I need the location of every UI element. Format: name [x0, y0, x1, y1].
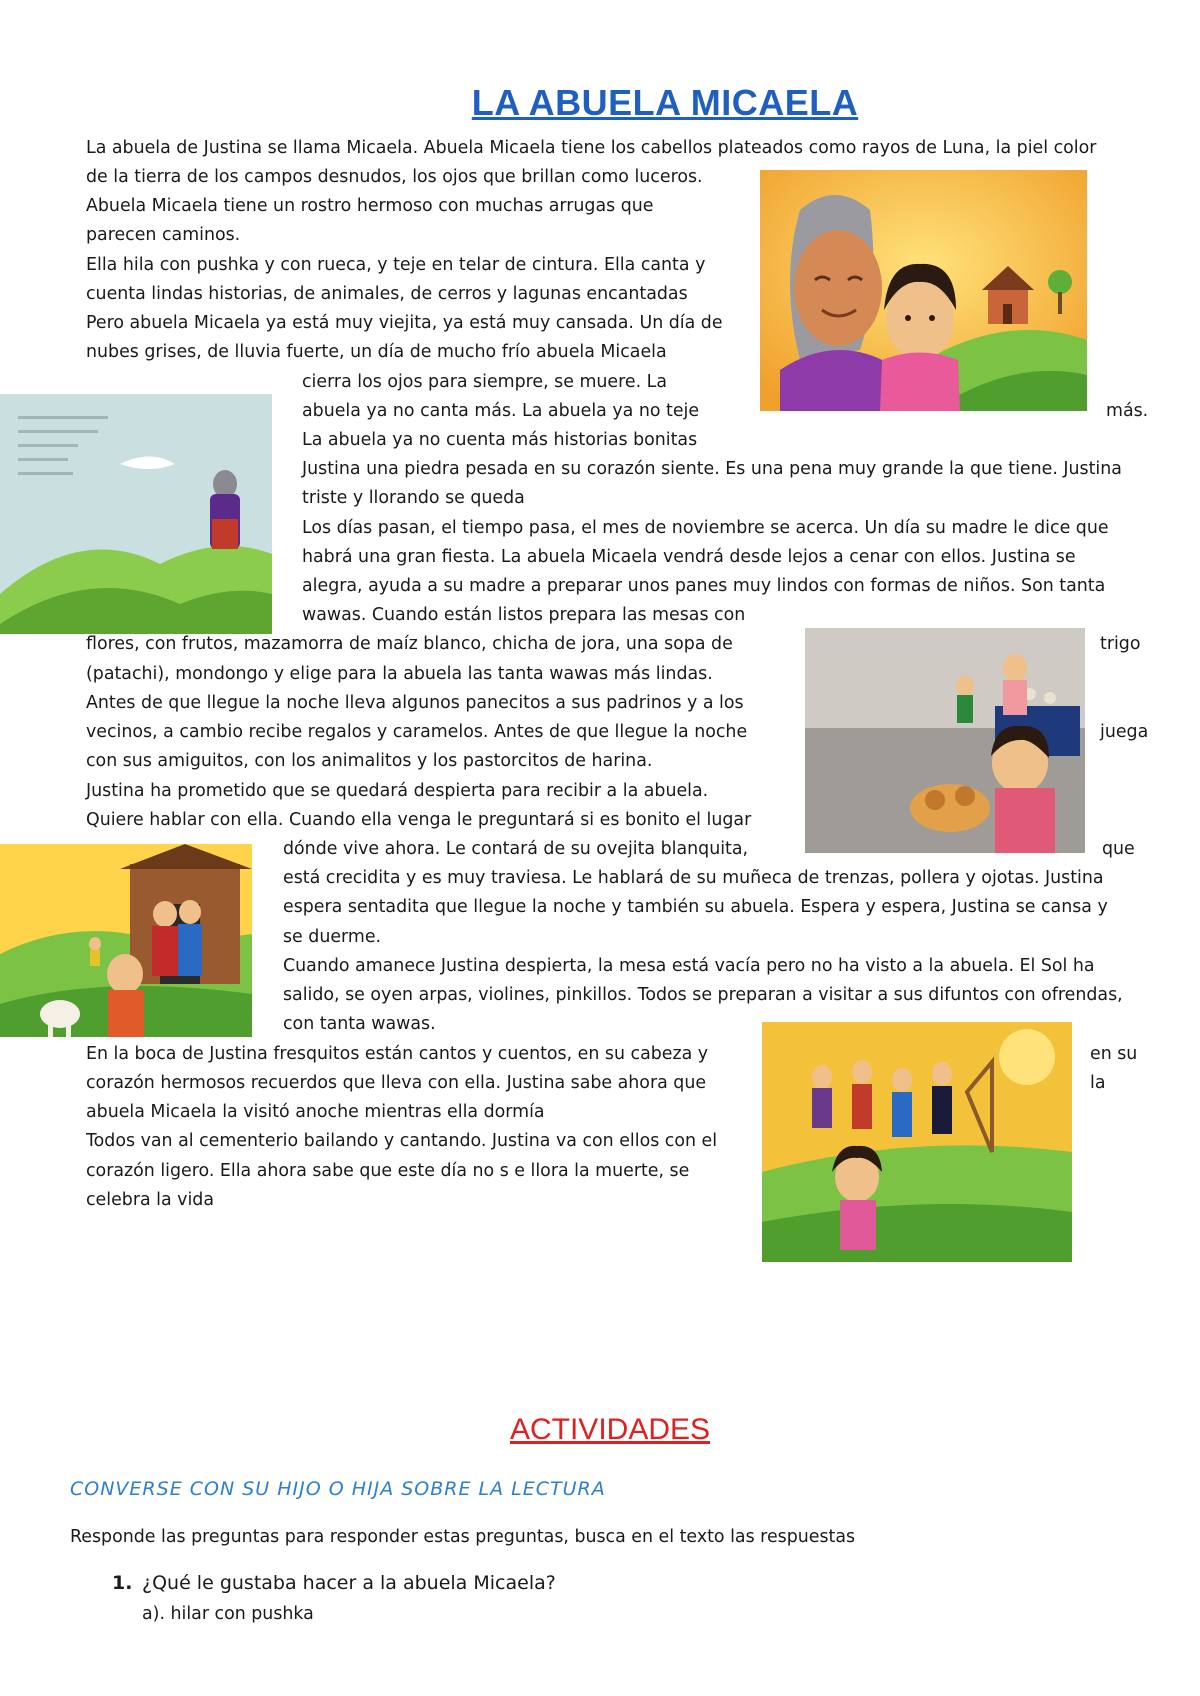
- story-title: LA ABUELA MICAELA: [471, 82, 859, 123]
- story-line: trigo: [1100, 634, 1141, 654]
- story-line: con sus amiguitos, con los animalitos y los pastorcitos de harina.: [86, 751, 653, 771]
- story-line: celebra la vida: [86, 1190, 215, 1210]
- illustration-grandmother-on-hills: [0, 394, 272, 634]
- story-line: triste y llorando se queda: [302, 488, 525, 508]
- story-line: dónde vive ahora. Le contará de su ovejita blanquita,: [283, 839, 749, 859]
- story-line: Justina una piedra pesada en su corazón siente. Es una pena muy grande la que tiene. Justina: [302, 459, 1122, 479]
- illustration-family-at-house: [0, 844, 252, 1037]
- story-line: abuela ya no canta más. La abuela ya no teje: [302, 401, 700, 421]
- story-line: parecen caminos.: [86, 225, 241, 245]
- story-line: vecinos, a cambio recibe regalos y caramelos. Antes de que llegue la noche: [86, 722, 748, 742]
- story-line: Los días pasan, el tiempo pasa, el mes de noviembre se acerca. Un día su madre le dice que: [302, 518, 1109, 538]
- story-line: cuenta lindas historias, de animales, de cerros y lagunas encantadas: [86, 284, 688, 304]
- story-line: salido, se oyen arpas, violines, pinkillos. Todos se preparan a visitar a sus difuntos con ofrendas,: [283, 985, 1123, 1005]
- illustration-celebration-musicians: [762, 1022, 1072, 1262]
- activities-instruction: Responde las preguntas para responder estas preguntas, busca en el texto las respuestas: [70, 1527, 856, 1547]
- story-line: abuela Micaela la visitó anoche mientras ella dormía: [86, 1102, 545, 1122]
- story-line: espera sentadita que llegue la noche y también su abuela. Espera y espera, Justina se cansa y: [283, 897, 1108, 917]
- story-line: Quiere hablar con ella. Cuando ella venga le preguntará si es bonito el lugar: [86, 810, 752, 830]
- story-line: de la tierra de los campos desnudos, los ojos que brillan como luceros.: [86, 167, 703, 187]
- story-line: La abuela ya no cuenta más historias bonitas: [302, 430, 698, 450]
- story-line: alegra, ayuda a su madre a preparar unos panes muy lindos con formas de niños. Son tanta: [302, 576, 1106, 596]
- story-line: corazón ligero. Ella ahora sabe que este día no s e llora la muerte, se: [86, 1161, 690, 1181]
- activities-subtitle: CONVERSE CON SU HIJO O HIJA SOBRE LA LECTURA: [70, 1478, 606, 1500]
- story-line: flores, con frutos, mazamorra de maíz blanco, chicha de jora, una sopa de: [86, 634, 733, 654]
- story-line: (patachi), mondongo y elige para la abuela las tanta wawas más lindas.: [86, 664, 713, 684]
- illustration-justina-with-bread: [805, 628, 1085, 853]
- story-line: cierra los ojos para siempre, se muere. La: [302, 372, 667, 392]
- story-line: La abuela de Justina se llama Micaela. Abuela Micaela tiene los cabellos plateados como rayos de Luna, la piel color: [86, 138, 1097, 158]
- story-line: nubes grises, de lluvia fuerte, un día de mucho frío abuela Micaela: [86, 342, 667, 362]
- story-line: Pero abuela Micaela ya está muy viejita, ya está muy cansada. Un día de: [86, 313, 723, 333]
- story-line: la: [1090, 1073, 1106, 1093]
- question-text: ¿Qué le gustaba hacer a la abuela Micaela?: [142, 1572, 556, 1594]
- story-line: Antes de que llegue la noche lleva algunos panecitos a sus padrinos y a los: [86, 693, 744, 713]
- illustration-grandmother-and-girl: [760, 170, 1087, 411]
- story-line: Justina ha prometido que se quedará despierta para recibir a la abuela.: [86, 781, 709, 801]
- story-line: se duerme.: [283, 927, 382, 947]
- story-line: corazón hermosos recuerdos que lleva con ella. Justina sabe ahora que: [86, 1073, 707, 1093]
- story-line: que: [1102, 839, 1135, 859]
- story-line: Abuela Micaela tiene un rostro hermoso con muchas arrugas que: [86, 196, 654, 216]
- story-line: en su: [1090, 1044, 1138, 1064]
- story-line: wawas. Cuando están listos prepara las mesas con: [302, 605, 746, 625]
- story-line: Ella hila con pushka y con rueca, y teje en telar de cintura. Ella canta y: [86, 255, 706, 275]
- story-line: más.: [1106, 401, 1149, 421]
- story-line: Cuando amanece Justina despierta, la mesa está vacía pero no ha visto a la abuela. El Sol ha: [283, 956, 1095, 976]
- story-line: con tanta wawas.: [283, 1014, 436, 1034]
- story-line: juega: [1100, 722, 1149, 742]
- story-line: Todos van al cementerio bailando y cantando. Justina va con ellos con el: [86, 1131, 718, 1151]
- answer-option-a: a). hilar con pushka: [142, 1604, 314, 1624]
- activities-title: ACTIVIDADES: [509, 1413, 711, 1446]
- question-number: 1.: [112, 1572, 133, 1594]
- story-line: habrá una gran fiesta. La abuela Micaela vendrá desde lejos a cenar con ellos. Justina se: [302, 547, 1076, 567]
- story-line: En la boca de Justina fresquitos están cantos y cuentos, en su cabeza y: [86, 1044, 709, 1064]
- story-line: está crecidita y es muy traviesa. Le hablará de su muñeca de trenzas, pollera y ojotas. Justina: [283, 868, 1104, 888]
